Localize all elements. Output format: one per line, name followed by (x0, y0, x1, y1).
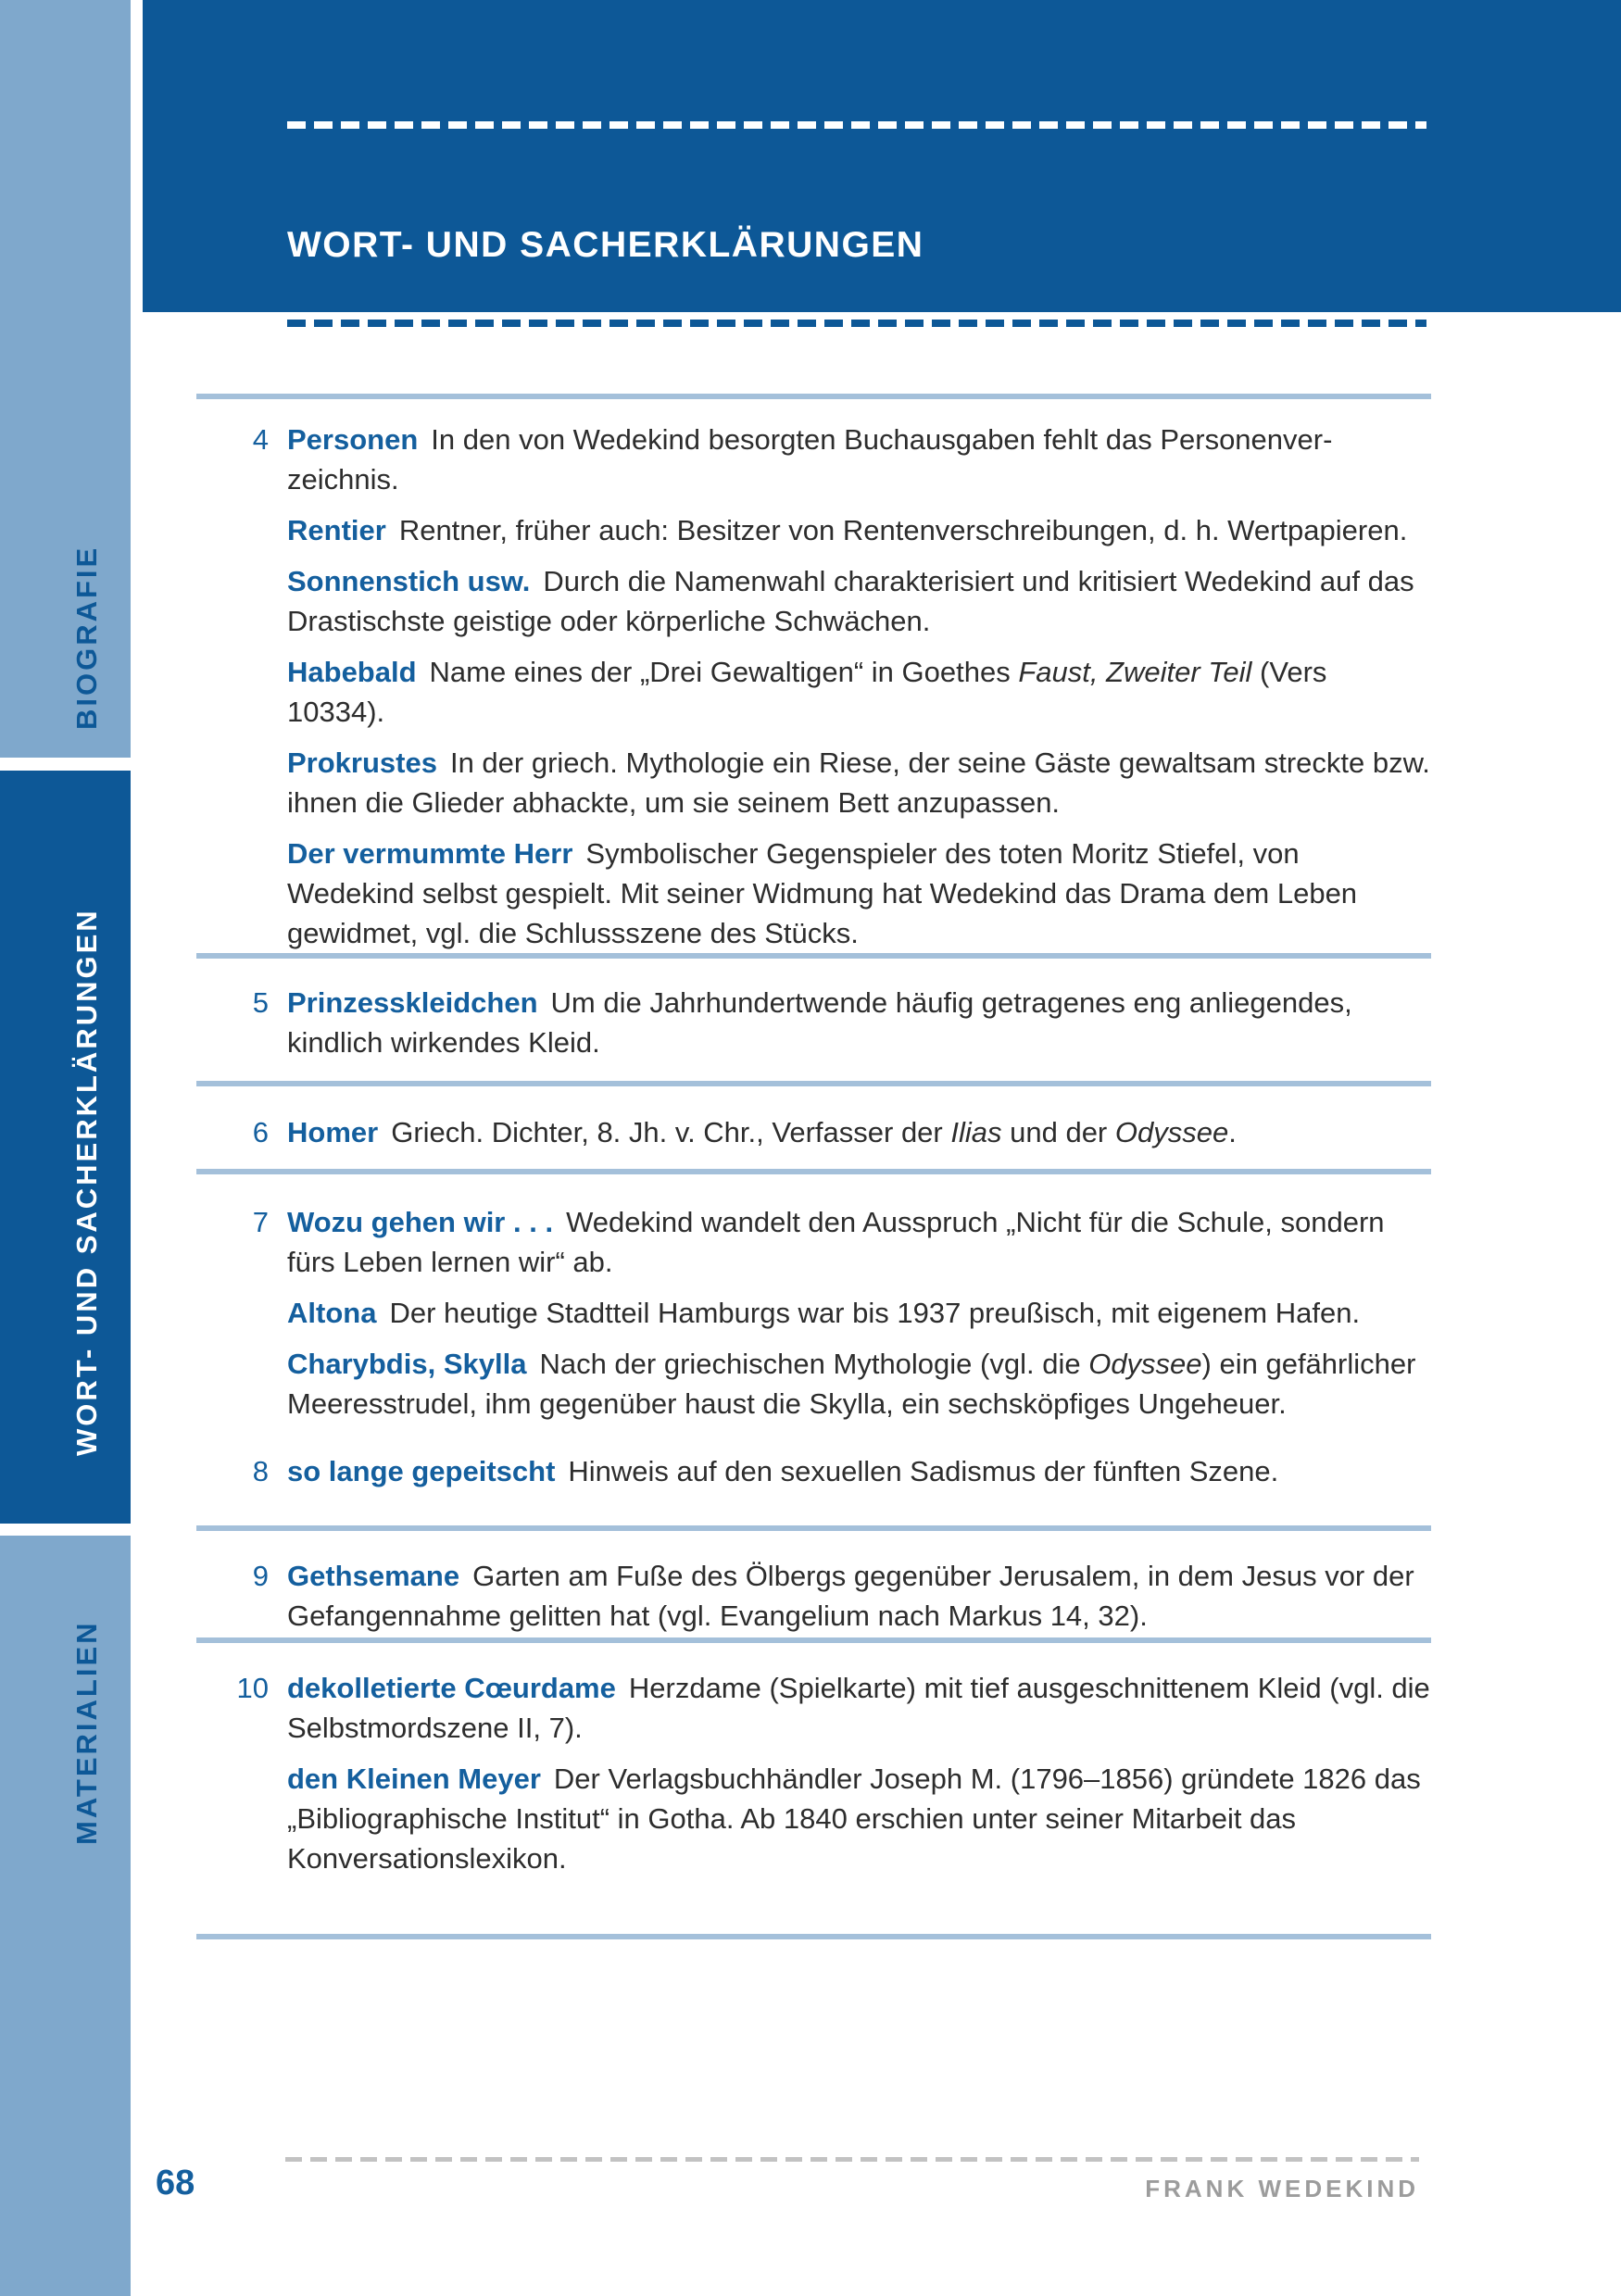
glossary-item (287, 1451, 1431, 1491)
page-title: WORT- UND SACHERKLÄRUNGEN (287, 225, 924, 265)
glossary-item (287, 743, 1431, 822)
glossary-term: Prokrustes (287, 747, 437, 779)
glossary-definition: Der Verlagsbuchhändler Joseph M. (1796–1856) gründete 1826 das „Bibliographische Institut“ in Gotha. Ab 1840 erschien unter seiner Mitarbeit das Konversationslexikon. (287, 1763, 1421, 1875)
glossary-item (287, 1759, 1431, 1878)
entry-5 (196, 983, 1431, 1062)
glossary-item (287, 1556, 1431, 1636)
glossary-definition: Hinweis auf den sexuellen Sadismus der fünften Szene. (568, 1455, 1279, 1487)
entry-number: 8 (252, 1455, 269, 1487)
entry-6 (196, 1112, 1431, 1152)
glossary-definition: Nach der griechischen Mythologie (vgl. die Odyssee) ein gefährlicher Meeresstrudel, ihm gegenüber haust die Skylla, ein sechsköpfiges Ungeheuer. (287, 1348, 1416, 1420)
sidebar-tab-label-wort-und-sacherklaerungen: WORT- UND SACHERKLÄRUNGEN (70, 908, 103, 1456)
glossary-item (287, 1202, 1431, 1282)
sidebar-tab-label-materialien: MATERIALIEN (70, 1620, 103, 1845)
explanations-column (196, 366, 1431, 1939)
page-number: 68 (156, 2164, 195, 2202)
entry-7 (196, 1202, 1431, 1424)
glossary-item (287, 1668, 1431, 1748)
header-dashed-divider-top (287, 121, 1426, 129)
glossary-definition: In den von Wedekind besorgten Buchausgaben fehlt das Personenverzeichnis. (287, 423, 1333, 496)
entry-4 (196, 420, 1431, 953)
glossary-definition: Der heutige Stadtteil Hamburgs war bis 1937 preußisch, mit eigenem Hafen. (389, 1297, 1361, 1329)
entry-items (287, 1202, 1431, 1424)
entry-9 (196, 1556, 1431, 1636)
entry-10 (196, 1668, 1431, 1878)
glossary-term: Wozu gehen wir . . . (287, 1206, 554, 1238)
glossary-term: so lange gepeitscht (287, 1455, 556, 1487)
glossary-definition: Symbolischer Gegenspieler des toten Moritz Stiefel, von Wedekind selbst gespielt. Mit seiner Widmung hat Wedekind das Drama dem Leben gewidmet, vgl. die Schlussszene des Stücks. (287, 837, 1358, 949)
glossary-definition: Griech. Dichter, 8. Jh. v. Chr., Verfasser der Ilias und der Odyssee. (391, 1116, 1237, 1148)
header-dashed-divider-bottom (287, 320, 1426, 327)
entry-items (287, 1556, 1431, 1636)
entry-number: 10 (236, 1672, 269, 1704)
glossary-item (287, 561, 1431, 641)
section-rule (196, 1081, 1431, 1086)
glossary-term: dekolletierte Cœurdame (287, 1672, 616, 1704)
glossary-term: Gethsemane (287, 1560, 460, 1592)
glossary-definition: In der griech. Mythologie ein Riese, der seine Gäste gewaltsam streckte bzw. ihnen die Glieder abhackte, um sie seinem Bett anzupassen. (287, 747, 1430, 819)
glossary-term: Charybdis, Skylla (287, 1348, 527, 1380)
glossary-definition: Name eines der „Drei Gewaltigen“ in Goethes Faust, Zweiter Teil (Vers 10334). (287, 656, 1327, 728)
glossary-term: Personen (287, 423, 419, 456)
entry-number: 7 (252, 1206, 269, 1238)
entry-items (287, 1112, 1431, 1152)
glossary-term: Habebald (287, 656, 417, 688)
entry-items (287, 1668, 1431, 1878)
glossary-item (287, 983, 1431, 1062)
entry-number: 5 (252, 986, 269, 1019)
glossary-item (287, 1112, 1431, 1152)
glossary-term: Sonnenstich usw. (287, 565, 531, 597)
sidebar-tab-label-biografie: BIOGRAFIE (70, 545, 103, 730)
glossary-item (287, 652, 1431, 732)
section-rule (196, 953, 1431, 959)
entry-8 (196, 1451, 1431, 1491)
section-rule (196, 1637, 1431, 1643)
glossary-term: Der vermummte Herr (287, 837, 573, 870)
glossary-definition: Um die Jahrhundertwende häufig getragenes eng anliegendes, kindlich wirkendes Kleid. (287, 986, 1352, 1059)
entry-number: 9 (252, 1560, 269, 1592)
glossary-definition: Wedekind wandelt den Ausspruch „Nicht für die Schule, sondern fürs Leben lernen wir“ ab. (287, 1206, 1385, 1278)
glossary-item (287, 420, 1431, 499)
glossary-definition: Rentner, früher auch: Besitzer von Rentenverschreibungen, d. h. Wertpapieren. (398, 514, 1408, 546)
entry-items (287, 983, 1431, 1062)
glossary-item (287, 834, 1431, 953)
chapter-header-band (143, 0, 1621, 312)
section-rule (196, 1934, 1431, 1939)
sidebar-tab-materialien (0, 1536, 131, 2296)
glossary-term: Homer (287, 1116, 379, 1148)
section-rule (196, 1169, 1431, 1174)
glossary-term: Altona (287, 1297, 377, 1329)
glossary-definition: Garten am Fuße des Ölbergs gegenüber Jerusalem, in dem Jesus vor der Gefangennahme gelitten hat (vgl. Evangelium nach Markus 14, 32). (287, 1560, 1414, 1632)
sidebar-tab-wort-und-sacherklaerungen (0, 771, 131, 1524)
entry-number: 4 (252, 423, 269, 456)
glossary-item (287, 1344, 1431, 1424)
glossary-term: den Kleinen Meyer (287, 1763, 541, 1795)
glossary-term: Rentier (287, 514, 386, 546)
running-title: FRANK WEDEKIND (1145, 2175, 1419, 2202)
glossary-term: Prinzesskleidchen (287, 986, 538, 1019)
footer-dashed-divider (285, 2157, 1419, 2162)
glossary-item (287, 1293, 1431, 1333)
entry-items (287, 1451, 1431, 1491)
section-rule (196, 1525, 1431, 1531)
glossary-definition: Durch die Namenwahl charakterisiert und kritisiert Wedekind auf das Drastischste geistige oder körperliche Schwächen. (287, 565, 1414, 637)
entry-number: 6 (252, 1116, 269, 1148)
entry-items (287, 420, 1431, 953)
glossary-item (287, 510, 1431, 550)
glossary-definition: Herzdame (Spielkarte) mit tief ausgeschnittenem Kleid (vgl. die Selbstmordszene II, 7). (287, 1672, 1430, 1744)
section-rule (196, 394, 1431, 399)
sidebar-tab-biografie (0, 0, 131, 758)
